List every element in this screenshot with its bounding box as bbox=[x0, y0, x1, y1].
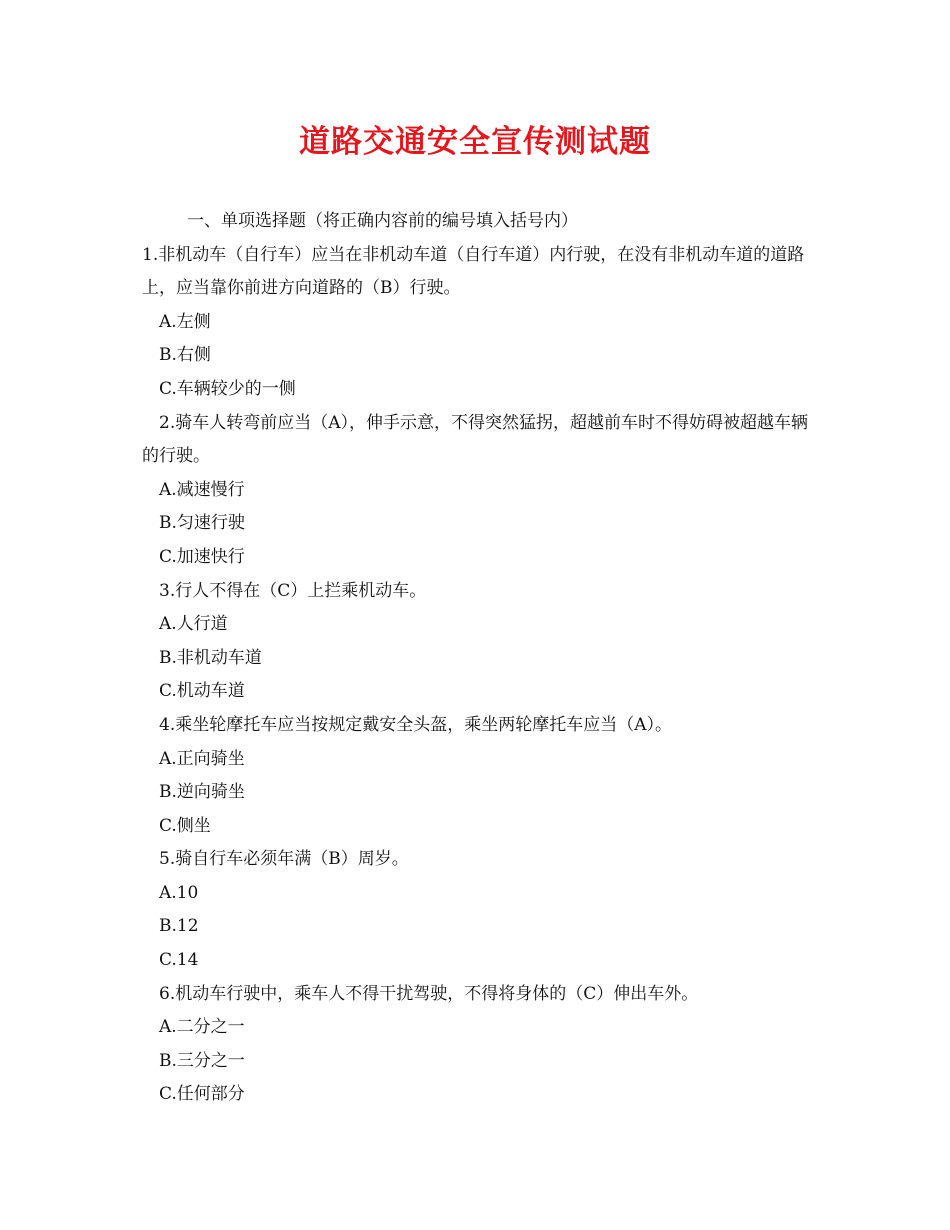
option-6c: C.任何部分 bbox=[159, 1084, 245, 1105]
option-3c: C.机动车道 bbox=[159, 681, 245, 702]
question-1: 1.非机动车（自行车）应当在非机动车道（自行车道）内行驶，在没有非机动车道的道路上，应当靠你前进方向道路的（B）行驶。 bbox=[142, 244, 805, 299]
option-5b: B.12 bbox=[159, 916, 199, 937]
option-4a: A.正向骑坐 bbox=[159, 748, 245, 769]
question-3: 3.行人不得在（C）上拦乘机动车。 bbox=[159, 580, 427, 601]
option-2c: C.加速快行 bbox=[159, 546, 245, 567]
question-2: 2.骑车人转弯前应当（A），伸手示意，不得突然猛拐，超越前车时不得妨碍被超越车辆的行驶。 bbox=[142, 412, 808, 467]
option-1c: C.车辆较少的一侧 bbox=[159, 378, 296, 399]
option-2a: A.减速慢行 bbox=[159, 479, 245, 500]
section-heading: 一、单项选择题（将正确内容前的编号填入括号内） bbox=[187, 211, 578, 231]
option-4c: C.侧坐 bbox=[159, 815, 211, 836]
question-list bbox=[142, 205, 818, 1112]
page-title: 道路交通安全宣传测试题 bbox=[299, 124, 651, 160]
option-3a: A.人行道 bbox=[159, 614, 228, 635]
option-5a: A.10 bbox=[159, 882, 199, 903]
option-6b: B.三分之一 bbox=[159, 1050, 245, 1071]
option-5c: C.14 bbox=[159, 950, 199, 971]
question-5: 5.骑自行车必须年满（B）周岁。 bbox=[159, 849, 409, 870]
option-3b: B.非机动车道 bbox=[159, 647, 262, 668]
option-6a: A.二分之一 bbox=[159, 1017, 245, 1038]
option-4b: B.逆向骑坐 bbox=[159, 782, 245, 803]
question-6: 6.机动车行驶中，乘车人不得干扰驾驶，不得将身体的（C）伸出车外。 bbox=[159, 983, 699, 1004]
option-1b: B.右侧 bbox=[159, 345, 211, 366]
option-1a: A.左侧 bbox=[159, 311, 211, 332]
option-2b: B.匀速行驶 bbox=[159, 513, 245, 534]
question-4: 4.乘坐轮摩托车应当按规定戴安全头盔，乘坐两轮摩托车应当（A）。 bbox=[159, 714, 672, 735]
